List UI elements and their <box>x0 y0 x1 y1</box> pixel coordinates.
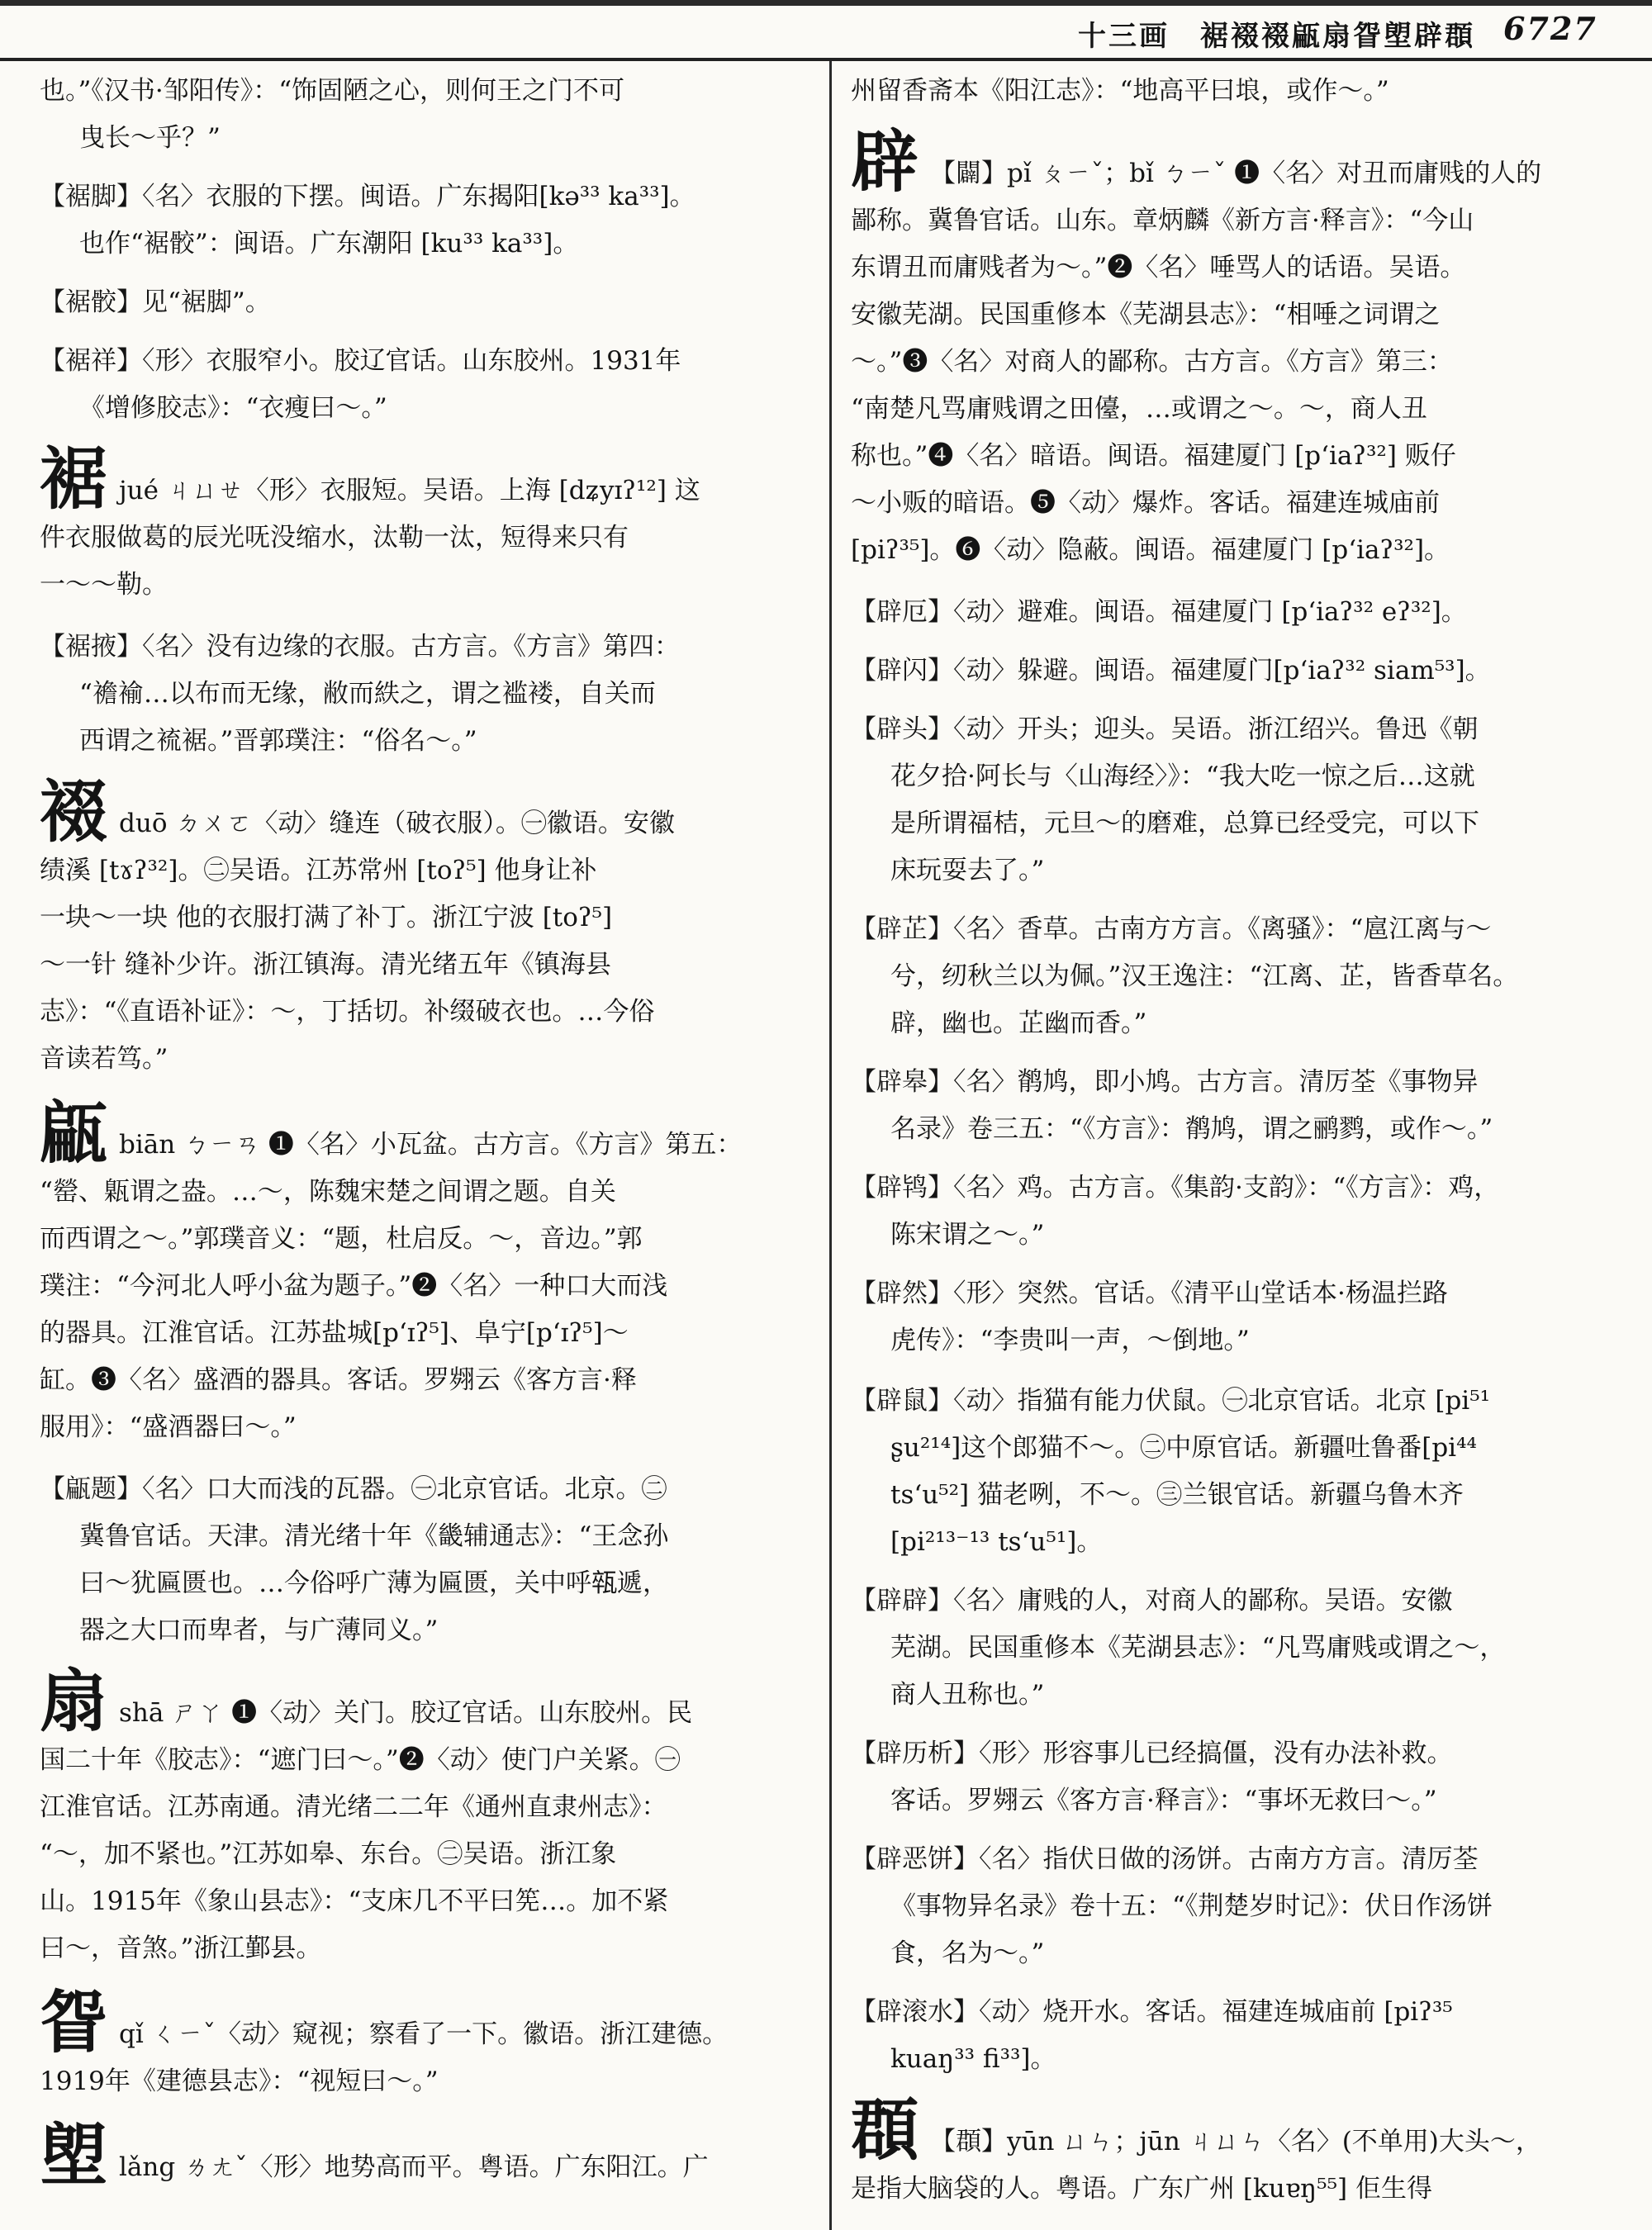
text-line: ～。”❸〈名〉对商人的鄙称。古方言。《方言》第三： <box>851 347 1453 377</box>
text-line: 件衣服做葛的辰光呒没缩水，汰勒一汰，短得来只有 <box>40 523 629 553</box>
text-line: 【辟头】〈动〉开头；迎头。吴语。浙江绍兴。鲁迅《朝 <box>851 714 1479 744</box>
text-line: 《增修胶志》：“衣瘦曰～。” <box>79 393 387 423</box>
text-line: kuaŋ³³ fi³³]。 <box>890 2044 1056 2074</box>
text-line: 【裾祥】〈形〉衣服窄小。胶辽官话。山东胶州。1931年 <box>40 346 681 376</box>
text-line: jué ㄐㄩㄝ〈形〉衣服短。吴语。上海 [dʑyɪʔ¹²] 这 <box>119 476 700 505</box>
text-line: 【辟然】〈形〉突然。官话。《清平山堂话本·杨温拦路 <box>851 1279 1448 1308</box>
sub-entry <box>851 906 1623 1047</box>
sub-entry <box>40 173 804 268</box>
headword-entry <box>40 1662 804 1972</box>
text-line: 食，名为～。” <box>890 1938 1045 1968</box>
text-line: 是指大脑袋的人。粤语。广东广州 [kuɐŋ⁵⁵] 佢生得 <box>851 2174 1432 2204</box>
text-line: 州留香斋本《阳江志》：“地高平曰埌，或作～。” <box>851 76 1389 106</box>
text-line: 曰～犹匾匮也。…今俗呼广薄为匾匮，关中呼𤭢遞， <box>79 1568 668 1598</box>
text-line: 东谓丑而庸贱者为～。”❷〈名〉唾骂人的话语。吴语。 <box>851 253 1466 282</box>
headword-char: 甂 <box>40 1094 108 1173</box>
sub-entry <box>851 1836 1623 1977</box>
sub-entry <box>851 706 1623 894</box>
text-line: 缸。❸〈名〉盛酒的器具。客话。罗翙云《客方言·释 <box>40 1365 637 1395</box>
text-line: 【辟皋】〈名〉鹡鸠，即小鸠。古方言。清厉荃《事物异 <box>851 1067 1479 1097</box>
sub-entry <box>40 279 804 326</box>
headword-entry <box>40 439 804 609</box>
headword-char: 塱 <box>40 2116 108 2195</box>
left-column <box>40 68 804 2225</box>
text-line: [pi²¹³⁻¹³ tsʻu⁵¹]。 <box>890 1527 1103 1557</box>
text-line: 兮，纫秋兰以为佩。”汉王逸注：“江离、芷，皆香草名。 <box>890 961 1519 991</box>
text-line: 山。1915年《象山县志》：“支床几不平曰筅…。加不紧 <box>40 1886 669 1916</box>
running-header <box>0 0 1652 61</box>
text-line: 客话。罗翙云《客方言·释言》：“事坏无救曰～。” <box>890 1786 1437 1815</box>
text-line: 【闢】pǐ ㄆㄧˇ；bǐ ㄅㄧˇ ❶〈名〉对丑而庸贱的人的 <box>930 159 1542 188</box>
headword-char: 裾 <box>40 439 108 519</box>
text-line: 服用》：“盛酒器曰～。” <box>40 1412 297 1442</box>
text-line: “南楚凡骂庸贱谓之田儓，…或谓之～。～，商人丑 <box>851 394 1427 424</box>
text-line: 而西谓之～。”郭璞音义：“题，杜启反。～，音边。”郭 <box>40 1224 643 1254</box>
text-line: 1919年《建德县志》：“视短曰～。” <box>40 2066 439 2096</box>
sub-entry <box>851 1730 1623 1824</box>
headword-entry <box>40 2116 804 2195</box>
text-line: 【裾脚】〈名〉衣服的下摆。闽语。广东揭阳[kə³³ ka³³]。 <box>40 182 695 211</box>
headword-char: 頵 <box>851 2090 919 2170</box>
text-line: 安徽芜湖。民国重修本《芜湖县志》：“相唾之词谓之 <box>851 300 1441 330</box>
text-line: ～小贩的暗语。❺〈动〉爆炸。客话。福建连城庙前 <box>851 488 1440 518</box>
text-line: 鄙称。冀鲁官话。山东。章炳麟《新方言·释言》：“今山 <box>851 206 1474 235</box>
text-line: 是所谓福桔，元旦～的磨难，总算已经受完，可以下 <box>890 809 1479 838</box>
text-line: 《事物异名录》卷十五：“《荆楚岁时记》：伏日作汤饼 <box>890 1891 1493 1921</box>
text-line: 冀鲁官话。天津。清光绪十年《畿辅通志》：“王念孙 <box>79 1521 669 1551</box>
headword-char: 眢 <box>40 1983 108 2062</box>
sub-entry <box>851 1059 1623 1153</box>
text-line: 一～～勒。 <box>40 570 168 600</box>
text-line: “～，加不紧也。”江苏如皋、东台。㊁吴语。浙江象 <box>40 1839 617 1869</box>
text-line: “襜褕…以布而无缘，敝而紩之，谓之褴褛，自关而 <box>79 679 656 709</box>
text-line: 曳长～乎？” <box>79 123 221 153</box>
sub-entry <box>851 1378 1623 1566</box>
text-line: 的器具。江淮官话。江苏盐城[pʻɪʔ⁵]、阜宁[pʻɪʔ⁵]～ <box>40 1318 629 1348</box>
text-line: 国二十年《胶志》：“遮门曰～。”❷〈动〉使门户关紧。㊀ <box>40 1745 681 1775</box>
headword-char: 裰 <box>40 772 108 852</box>
header-top-rule <box>0 0 1652 6</box>
sub-entry <box>851 1270 1623 1364</box>
headword-char: 辟 <box>851 122 919 202</box>
text-line: 西谓之裗裾。”晋郭璞注：“俗名～。” <box>79 726 477 756</box>
text-line: 【頵】yūn ㄩㄣ；jūn ㄐㄩㄣ〈名〉(不单用)大头～， <box>930 2127 1541 2156</box>
sub-entry <box>851 1989 1623 2083</box>
text-line: 也。”《汉书·邹阳传》：“饰固陋之心，则何王之门不可 <box>40 76 625 106</box>
headword-entry <box>40 1094 804 1451</box>
headword-entry <box>851 2090 1623 2213</box>
text-line: 商人丑称也。” <box>890 1680 1045 1710</box>
text-line: 芜湖。民国重修本《芜湖县志》：“凡骂庸贱或谓之～， <box>890 1633 1506 1663</box>
text-line: 【裾掖】〈名〉没有边缘的衣服。古方言。《方言》第四： <box>40 632 680 662</box>
text-line: tsʻu⁵²] 猫老咧，不～。㊂兰银官话。新疆乌鲁木齐 <box>890 1480 1464 1510</box>
sub-entry <box>40 624 804 765</box>
sub-entry <box>40 1466 804 1654</box>
text-line: 陈宋谓之～。” <box>890 1220 1045 1250</box>
text-line: biān ㄅㄧㄢ ❶〈名〉小瓦盆。古方言。《方言》第五： <box>119 1130 743 1160</box>
text-line: duō ㄉㄨㄛ〈动〉缝连（破衣服）。㊀徽语。安徽 <box>119 809 675 838</box>
text-line: ～一针 缝补少许。浙江镇海。清光绪五年《镇海县 <box>40 950 611 980</box>
header-title: 十三画 裾裰裰甂扇眢塱辟頵 <box>1078 20 1475 53</box>
right-column <box>851 68 1623 2225</box>
text-line: 江淮官话。江苏南通。清光绪二二年《通州直隶州志》： <box>40 1792 667 1822</box>
text-line: “罃、甈谓之盎。…～，陈魏宋楚之间谓之题。自关 <box>40 1177 616 1207</box>
text-line: ʂu²¹⁴]这个郎猫不～。㊁中原官话。新疆吐鲁番[pi⁴⁴ <box>890 1433 1477 1463</box>
text-line: 【甂题】〈名〉口大而浅的瓦器。㊀北京官话。北京。㊁ <box>40 1474 667 1504</box>
text-line: 名录》卷三五：“《方言》：鹡鸠，谓之鹂鹨，或作～。” <box>890 1114 1493 1144</box>
text-line: 【辟厄】〈动〉避难。闽语。福建厦门 [pʻiaʔ³² eʔ³²]。 <box>851 597 1467 627</box>
page-number: 6727 <box>1503 10 1597 47</box>
sub-entry <box>40 338 804 432</box>
continued-text <box>851 68 1623 115</box>
headword-char: 扇 <box>40 1662 108 1741</box>
text-line: qǐ ㄑㄧˇ〈动〉窥视；察看了一下。徽语。浙江建德。 <box>119 2019 729 2049</box>
continued-text <box>40 68 804 162</box>
text-line: 音读若笃。” <box>40 1044 169 1074</box>
text-line: lǎng ㄌㄤˇ〈形〉地势高而平。粤语。广东阳江。广 <box>119 2152 709 2182</box>
text-line: 【辟恶饼】〈名〉指伏日做的汤饼。古南方方言。清厉荃 <box>851 1844 1479 1874</box>
text-line: 【辟滚水】〈动〉烧开水。客话。福建连城庙前 [piʔ³⁵ <box>851 1997 1453 2027</box>
text-line: 绩溪 [tɤʔ³²]。㊁吴语。江苏常州 [toʔ⁵] 他身让补 <box>40 856 597 885</box>
headword-entry <box>851 122 1623 574</box>
text-line: 床玩耍去了。” <box>890 856 1045 885</box>
text-line: 花夕拾·阿长与〈山海经〉》：“我大吃一惊之后…这就 <box>890 762 1475 791</box>
sub-entry <box>851 648 1623 695</box>
text-line: 一块～一块 他的衣服打满了补丁。浙江宁波 [toʔ⁵] <box>40 903 613 932</box>
text-line: 【辟芷】〈名〉香草。古南方方言。《离骚》：“扈江离与～ <box>851 914 1492 944</box>
text-line: 也作“裾骹”：闽语。广东潮阳 [ku³³ ka³³]。 <box>79 229 579 259</box>
text-line: 虎传》：“李贵叫一声，～倒地。” <box>890 1326 1250 1355</box>
text-line: 器之大口而卑者，与广薄同义。” <box>79 1616 439 1645</box>
column-divider <box>829 61 832 2230</box>
text-line: 辟，幽也。芷幽而香。” <box>890 1008 1147 1038</box>
text-line: 【辟鼠】〈动〉指猫有能力伏鼠。㊀北京官话。北京 [pi⁵¹ <box>851 1386 1491 1416</box>
sub-entry <box>851 589 1623 636</box>
headword-entry <box>40 1983 804 2105</box>
sub-entry <box>851 1165 1623 1259</box>
text-line: 【辟鸨】〈名〉鸡。古方言。《集韵·支韵》：“《方言》：鸡， <box>851 1173 1500 1203</box>
text-line: 曰～，音煞。”浙江鄞县。 <box>40 1933 322 1963</box>
text-line: [piʔ³⁵]。❻〈动〉隐蔽。闽语。福建厦门 [pʻiaʔ³²]。 <box>851 535 1450 565</box>
text-line: shā ㄕㄚ ❶〈动〉关门。胶辽官话。山东胶州。民 <box>119 1698 693 1728</box>
headword-entry <box>40 772 804 1083</box>
text-line: 称也。”❹〈名〉暗语。闽语。福建厦门 [pʻiaʔ³²] 贩仔 <box>851 441 1456 471</box>
sub-entry <box>851 1578 1623 1719</box>
text-line: 【辟辟】〈名〉庸贱的人，对商人的鄙称。吴语。安徽 <box>851 1586 1453 1616</box>
text-line: 璞注：“今河北人呼小盆为题子。”❷〈名〉一种口大而浅 <box>40 1271 668 1301</box>
text-line: 【辟闪】〈动〉躲避。闽语。福建厦门[pʻiaʔ³² siam⁵³]。 <box>851 656 1491 686</box>
text-line: 志》：“《直语补证》：～，丁括切。补缀破衣也。…今俗 <box>40 997 655 1027</box>
text-line: 【辟历析】〈形〉形容事儿已经搞僵，没有办法补救。 <box>851 1739 1453 1768</box>
text-line: 【裾骹】见“裾脚”。 <box>40 287 271 317</box>
